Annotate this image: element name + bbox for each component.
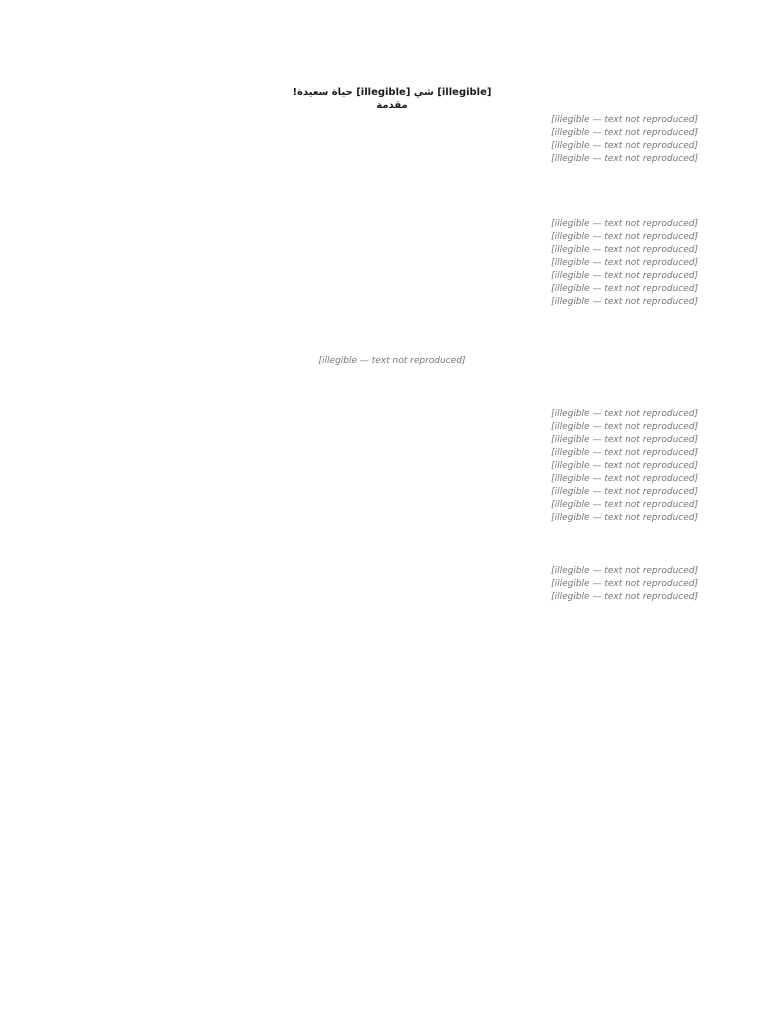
section-introduction xyxy=(86,114,698,166)
paragraph: [illegible — text not reproduced] xyxy=(551,566,698,576)
paragraph: [illegible — text not reproduced] xyxy=(551,592,698,602)
section-quote xyxy=(86,355,698,368)
document-subtitle: مقدمة xyxy=(376,100,408,111)
paragraph: [illegible — text not reproduced] xyxy=(551,232,698,242)
paragraph: [illegible — text not reproduced] xyxy=(551,128,698,138)
paragraph: [illegible — text not reproduced] xyxy=(551,487,698,497)
paragraph: [illegible — text not reproduced] xyxy=(551,409,698,419)
paragraph: [illegible — text not reproduced] xyxy=(551,297,698,307)
paragraph: [illegible — text not reproduced] xyxy=(551,258,698,268)
paragraph: [illegible — text not reproduced] xyxy=(551,500,698,510)
paragraph: [illegible — text not reproduced] xyxy=(551,271,698,281)
paragraph: [illegible — text not reproduced] xyxy=(551,219,698,229)
paragraph: [illegible — text not reproduced] xyxy=(551,513,698,523)
paragraph: [illegible — text not reproduced] xyxy=(551,115,698,125)
section-childhood xyxy=(86,218,698,309)
paragraph: [illegible — text not reproduced] xyxy=(551,579,698,589)
paragraph: [illegible — text not reproduced] xyxy=(551,448,698,458)
paragraph: [illegible — text not reproduced] xyxy=(551,141,698,151)
paragraph: [illegible — text not reproduced] xyxy=(551,284,698,294)
document-title: [illegible] شي [illegible] حياة سعيدة! xyxy=(292,87,492,98)
section-health xyxy=(86,408,698,525)
paragraph: [illegible — text not reproduced] xyxy=(318,356,466,366)
paragraph: [illegible — text not reproduced] xyxy=(551,435,698,445)
paragraph: [illegible — text not reproduced] xyxy=(551,474,698,484)
paragraph: [illegible — text not reproduced] xyxy=(551,422,698,432)
paragraph: [illegible — text not reproduced] xyxy=(551,461,698,471)
paragraph: [illegible — text not reproduced] xyxy=(551,154,698,164)
section-success xyxy=(86,565,698,604)
paragraph: [illegible — text not reproduced] xyxy=(551,245,698,255)
